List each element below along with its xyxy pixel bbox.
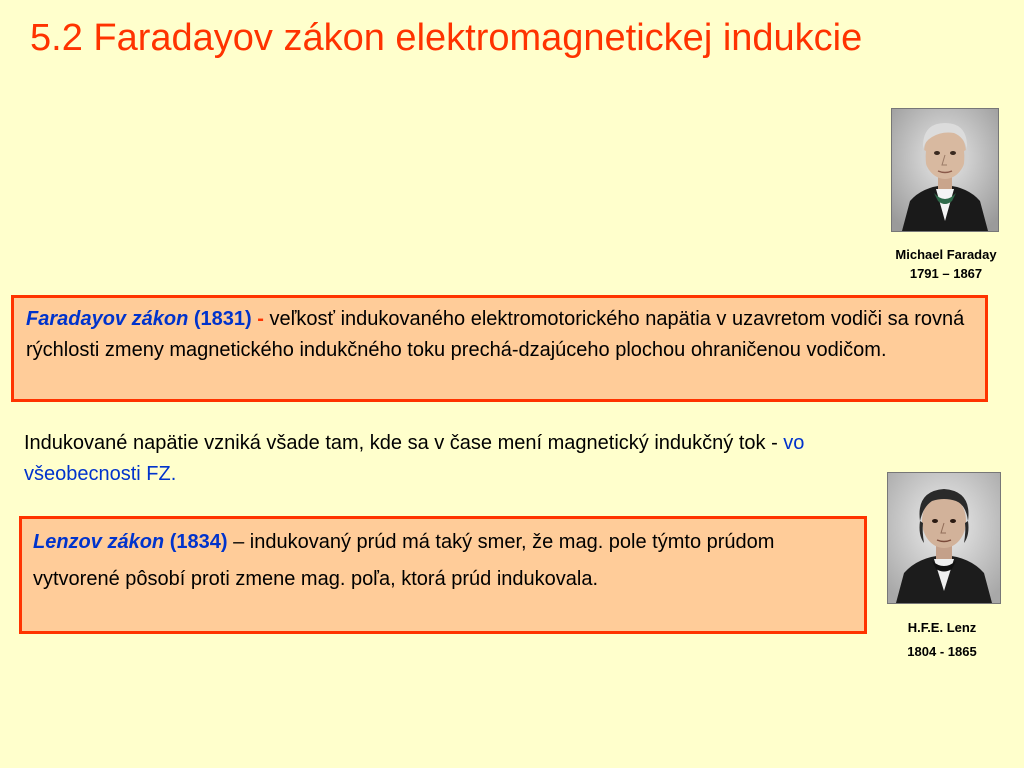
faraday-portrait-image: [891, 108, 999, 232]
lenz-law-box: [19, 516, 867, 634]
induction-statement-highlight: vo všeobecnosti FZ.: [24, 432, 805, 485]
slide-title: 5.2 Faradayov zákon elektromagnetickej indukcie: [30, 17, 863, 59]
induction-statement-text: Indukované napätie vzniká všade tam, kde sa v čase mení magnetický indukčný tok -: [24, 432, 778, 454]
lenz-law-year: (1834): [169, 531, 228, 553]
lenz-law-name: Lenzov zákon: [33, 531, 165, 553]
faraday-years: 1791 – 1867: [909, 266, 983, 281]
faraday-law-box: [11, 295, 988, 402]
lenz-caption: [866, 616, 1018, 664]
faraday-law-dash: -: [257, 308, 264, 330]
induction-statement: [24, 428, 884, 490]
faraday-caption: [866, 245, 1024, 283]
lenz-law-text: – indukovaný prúd má taký smer, že mag. pole týmto prúdom vytvorené pôsobí proti zmene mag. poľa, ktorá prúd indukovala.: [33, 531, 775, 590]
faraday-law-year: (1831): [193, 308, 252, 330]
lenz-portrait-image: [887, 472, 1001, 604]
faraday-name: Michael Faraday: [895, 247, 997, 262]
lenz-name: H.F.E. Lenz: [907, 620, 977, 635]
faraday-law-name: Faradayov zákon: [26, 308, 189, 330]
faraday-law-text: veľkosť indukovaného elektromotorického napätia v uzavretom vodiči sa rovná rýchlosti zmeny magnetického indukčného toku prechá-dzajúceho plochou ohraničenou vodičom.: [26, 308, 965, 361]
lenz-years: 1804 - 1865: [907, 644, 977, 659]
